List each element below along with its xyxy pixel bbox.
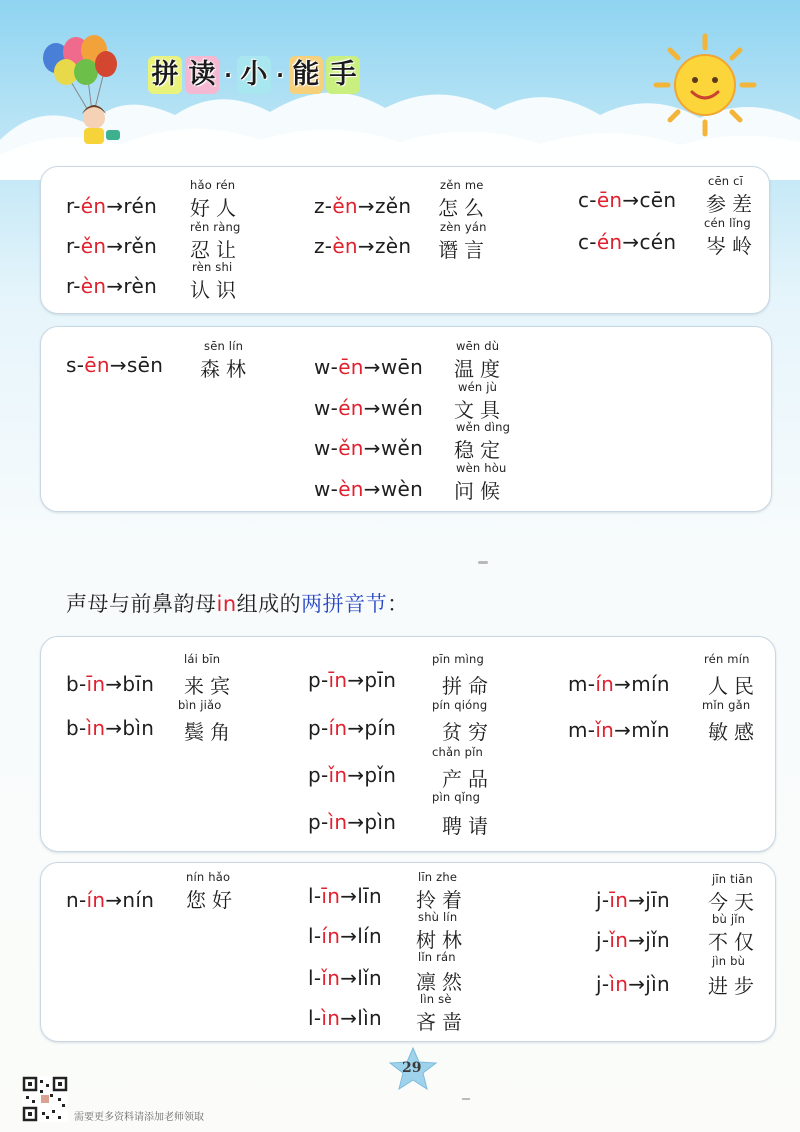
- entry-hanzi: 不仅: [708, 930, 760, 954]
- syllable-card-b-p-m: [40, 636, 776, 852]
- entry-spelling: b-ìn→bìn: [66, 716, 155, 740]
- entry-spelling: j-īn→jīn: [596, 888, 670, 912]
- entry-pinyin: wěn dìng: [456, 420, 511, 434]
- entry-pinyin: pīn mìng: [432, 652, 485, 666]
- entry-spelling: j-ìn→jìn: [596, 972, 670, 996]
- entry-spelling: l-ìn→lìn: [308, 1006, 382, 1030]
- entry-pinyin: bù jǐn: [712, 912, 746, 926]
- entry-hanzi: 拼命: [442, 674, 494, 698]
- entry-pinyin: lìn sè: [420, 992, 452, 1006]
- entry-hanzi: 敏感: [708, 720, 760, 744]
- entry-spelling: l-īn→līn: [308, 884, 382, 908]
- entry-spelling: l-ín→lín: [308, 924, 382, 948]
- entry-spelling: p-ín→pín: [308, 716, 397, 740]
- entry-pinyin: jīn tiān: [712, 872, 753, 886]
- entry-pinyin: wēn dù: [456, 339, 500, 353]
- entry-spelling: z-ěn→zěn: [314, 194, 412, 218]
- entry-spelling: m-ín→mín: [568, 672, 670, 696]
- entry-hanzi: 来宾: [184, 674, 236, 698]
- entry-pinyin: bìn jiǎo: [178, 698, 222, 712]
- entry-hanzi: 聘请: [442, 814, 494, 838]
- entry-pinyin: mǐn gǎn: [702, 698, 751, 712]
- entry-pinyin: pìn qǐng: [432, 790, 481, 804]
- entry-hanzi: 好人: [190, 196, 242, 220]
- title-char: ·: [224, 63, 232, 87]
- entry-spelling: p-ǐn→pǐn: [308, 763, 397, 787]
- entry-pinyin: zèn yán: [440, 220, 487, 234]
- balloons-girl-illustration: [34, 32, 144, 152]
- entry-pinyin: sēn lín: [204, 339, 244, 353]
- entry-hanzi: 森林: [200, 357, 252, 381]
- entry-pinyin: hǎo rén: [190, 178, 236, 192]
- entry-hanzi: 今天: [708, 890, 760, 914]
- page-title: [148, 56, 360, 94]
- entry-hanzi: 参差: [706, 192, 758, 216]
- entry-hanzi: 温度: [454, 357, 506, 381]
- entry-hanzi: 岑岭: [706, 234, 758, 258]
- entry-spelling: n-ín→nín: [66, 888, 155, 912]
- entry-spelling: b-īn→bīn: [66, 672, 155, 696]
- entry-hanzi: 凛然: [416, 970, 468, 994]
- entry-hanzi: 吝啬: [416, 1010, 468, 1034]
- page-number: 29: [402, 1060, 422, 1076]
- entry-pinyin: lǐn rán: [418, 950, 456, 964]
- entry-hanzi: 产品: [442, 767, 494, 791]
- entry-hanzi: 您好: [186, 888, 238, 912]
- entry-spelling: j-ǐn→jǐn: [596, 928, 670, 952]
- entry-pinyin: rěn ràng: [190, 220, 241, 234]
- entry-spelling: r-èn→rèn: [66, 274, 158, 298]
- title-char: 拼: [148, 56, 182, 94]
- entry-pinyin: shù lín: [418, 910, 458, 924]
- entry-hanzi: 树林: [416, 928, 468, 952]
- entry-spelling: c-én→cén: [578, 230, 677, 254]
- entry-spelling: p-īn→pīn: [308, 668, 397, 692]
- entry-pinyin: rèn shi: [192, 260, 233, 274]
- entry-spelling: s-ēn→sēn: [66, 353, 164, 377]
- entry-spelling: p-ìn→pìn: [308, 810, 397, 834]
- entry-pinyin: jìn bù: [712, 954, 746, 968]
- entry-spelling: r-ěn→rěn: [66, 234, 158, 258]
- entry-pinyin: nín hǎo: [186, 870, 231, 884]
- entry-hanzi: 谮言: [438, 238, 490, 262]
- section-heading: 声母与前鼻韵母in组成的两拼音节：: [66, 592, 409, 616]
- entry-hanzi: 鬓角: [184, 720, 236, 744]
- entry-spelling: c-ēn→cēn: [578, 188, 677, 212]
- entry-pinyin: wèn hòu: [456, 461, 507, 475]
- title-char: ·: [276, 63, 284, 87]
- entry-pinyin: cēn cī: [708, 174, 744, 188]
- entry-hanzi: 拎着: [416, 888, 468, 912]
- entry-spelling: w-èn→wèn: [314, 477, 424, 501]
- qr-code[interactable]: [22, 1076, 68, 1122]
- sun-icon: [650, 30, 760, 140]
- print-mark: [478, 561, 488, 564]
- entry-hanzi: 文具: [454, 398, 506, 422]
- print-mark: [462, 1098, 470, 1100]
- entry-hanzi: 进步: [708, 974, 760, 998]
- entry-pinyin: lái bīn: [184, 652, 221, 666]
- entry-spelling: w-ěn→wěn: [314, 436, 424, 460]
- title-char: 小: [237, 56, 271, 94]
- entry-hanzi: 问候: [454, 479, 506, 503]
- entry-hanzi: 贫穷: [442, 720, 494, 744]
- entry-spelling: m-ǐn→mǐn: [568, 718, 670, 742]
- entry-pinyin: pín qióng: [432, 698, 488, 712]
- entry-hanzi: 认识: [190, 278, 242, 302]
- entry-spelling: l-ǐn→lǐn: [308, 966, 382, 990]
- entry-spelling: w-ēn→wēn: [314, 355, 424, 379]
- entry-pinyin: līn zhe: [418, 870, 458, 884]
- title-char: 能: [289, 56, 323, 94]
- title-char: 手: [326, 56, 360, 94]
- entry-spelling: z-èn→zèn: [314, 234, 412, 258]
- entry-hanzi: 怎么: [438, 196, 490, 220]
- footer-note: 需要更多资料请添加老师领取: [74, 1112, 204, 1123]
- entry-spelling: w-én→wén: [314, 396, 424, 420]
- entry-hanzi: 忍让: [190, 238, 242, 262]
- title-char: 读: [185, 56, 219, 94]
- entry-pinyin: cén lǐng: [704, 216, 751, 230]
- entry-pinyin: wén jù: [458, 380, 498, 394]
- entry-pinyin: chǎn pǐn: [432, 745, 483, 759]
- entry-hanzi: 人民: [708, 674, 760, 698]
- entry-pinyin: rén mín: [704, 652, 750, 666]
- entry-hanzi: 稳定: [454, 438, 506, 462]
- entry-spelling: r-én→rén: [66, 194, 158, 218]
- entry-pinyin: zěn me: [440, 178, 484, 192]
